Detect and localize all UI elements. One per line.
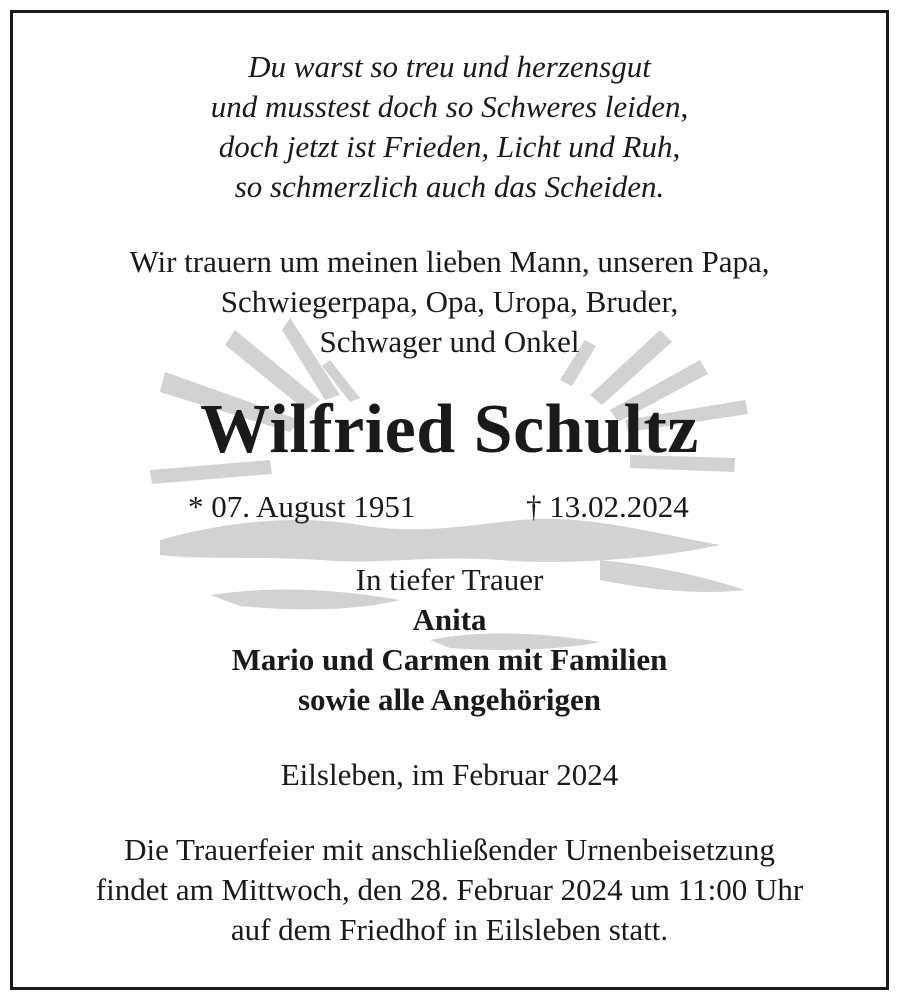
place-date: Eilsleben, im Februar 2024 (280, 757, 619, 792)
death-date: † 13.02.2024 (526, 489, 689, 524)
intro-line-2: Schwiegerpapa, Opa, Uropa, Bruder, (220, 284, 679, 319)
intro-line-1: Wir trauern um meinen lieben Mann, unseren Papa, (129, 244, 770, 279)
deceased-name: Wilfried Schultz (200, 391, 699, 468)
birth-date: * 07. August 1951 (188, 489, 416, 524)
poem-line-2: und musstest doch so Schweres leiden, (210, 89, 689, 124)
intro-line-3: Schwager und Onkel (319, 324, 580, 359)
service-line-1: Die Trauerfeier mit anschließender Urnenbeisetzung (124, 832, 775, 867)
mourning-intro: In tiefer Trauer (355, 562, 544, 597)
mourner-name-3: sowie alle Angehörigen (297, 682, 602, 717)
service-line-2: findet am Mittwoch, den 28. Februar 2024 um 11:00 Uhr (95, 872, 804, 907)
poem-line-4: so schmerzlich auch das Scheiden. (234, 169, 665, 204)
poem-line-3: doch jetzt ist Frieden, Licht und Ruh, (218, 129, 681, 164)
service-line-3: auf dem Friedhof in Eilsleben statt. (230, 912, 669, 947)
mourner-name-1: Anita (412, 602, 487, 637)
poem-line-1: Du warst so treu und herzensgut (248, 49, 651, 84)
mourner-name-2: Mario und Carmen mit Familien (231, 642, 668, 677)
